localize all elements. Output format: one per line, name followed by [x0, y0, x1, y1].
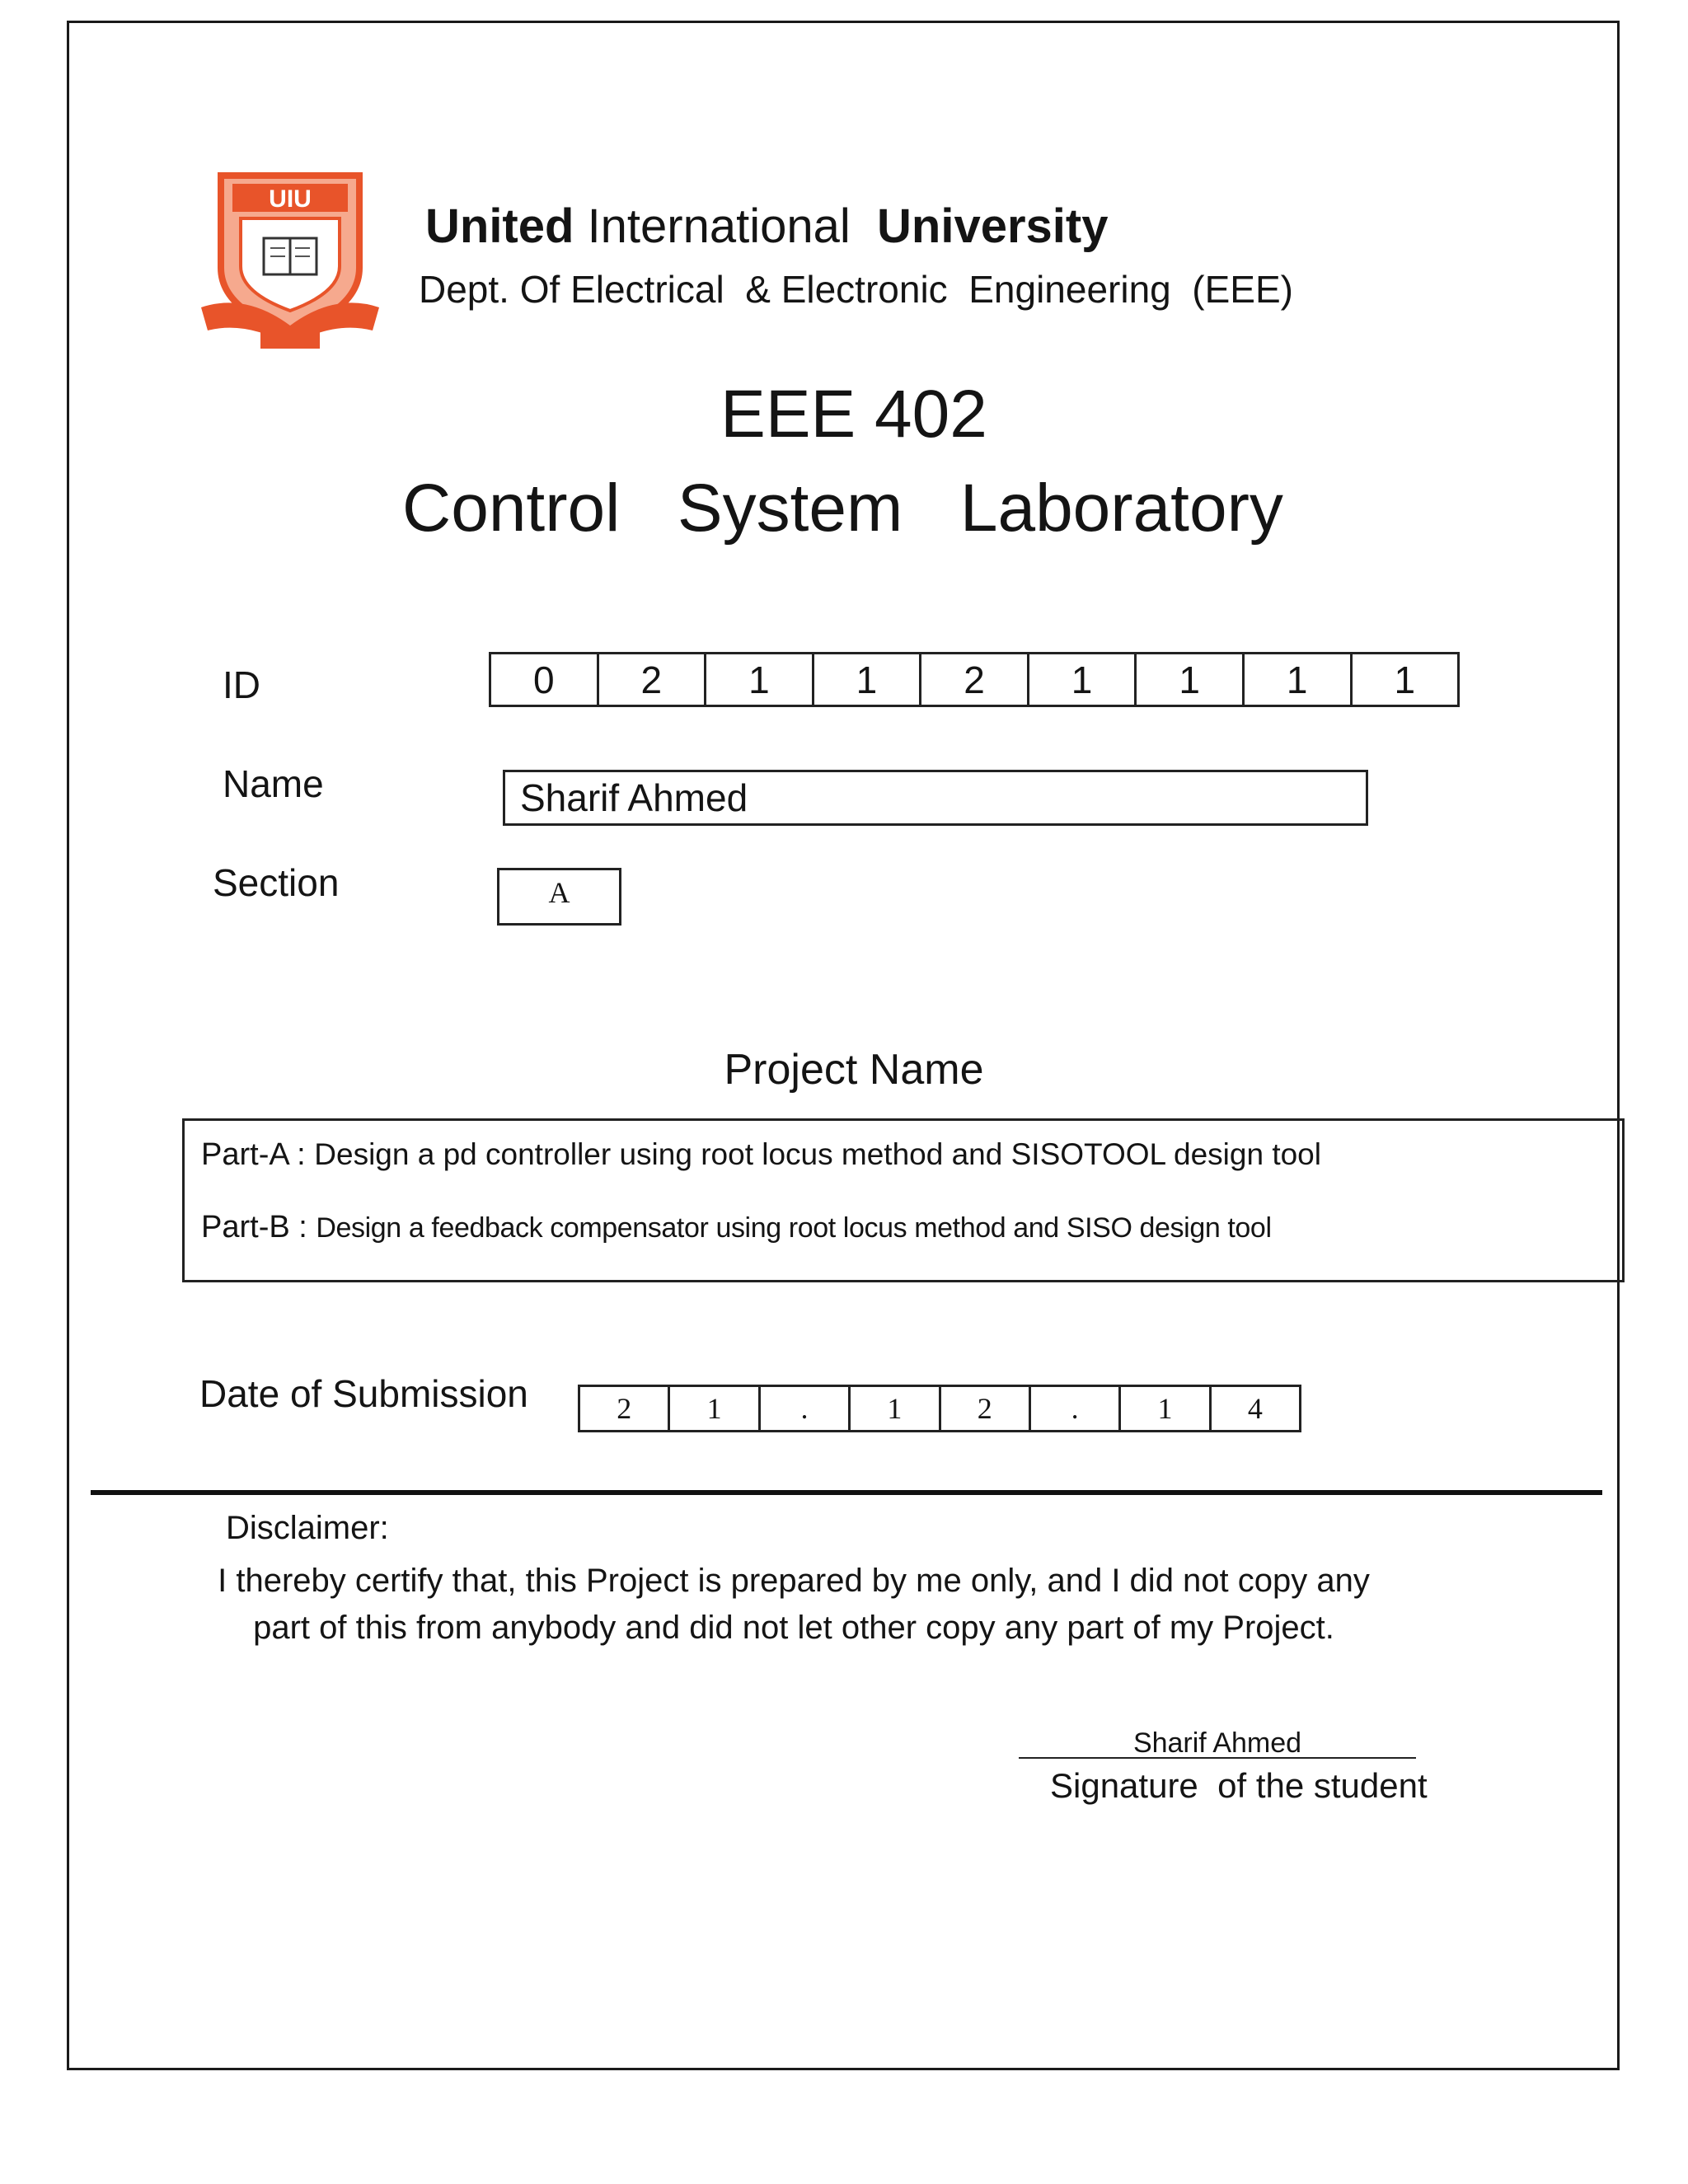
id-digit: 0: [532, 658, 555, 701]
course-code: EEE 402: [720, 377, 987, 452]
date-char: 1: [1118, 1387, 1208, 1430]
university-logo: [196, 169, 384, 352]
signature-name: Sharif Ahmed: [1132, 1727, 1302, 1759]
signature-caption: Signature of the student: [1050, 1766, 1428, 1805]
course-title: Control System Laboratory: [402, 471, 1283, 546]
section-label: Section: [213, 861, 340, 904]
id-digit: 2: [919, 654, 1027, 705]
id-digit: 1: [704, 654, 812, 705]
id-digit-boxes: [489, 652, 1460, 707]
project-box: [182, 1118, 1625, 1282]
svg-text:UIU: UIU: [269, 185, 312, 213]
disclaimer-title: Disclaimer:: [226, 1510, 389, 1546]
date-char: 2: [617, 1392, 632, 1425]
university-name: United International University: [425, 199, 1109, 253]
date-char: 2: [939, 1387, 1029, 1430]
id-digit: 1: [1242, 654, 1350, 705]
id-digit: 1: [1350, 654, 1458, 705]
part-b-description: Design a feedback compensator using root locus method and SISO design tool: [316, 1212, 1272, 1244]
id-label: ID: [223, 663, 260, 706]
date-char: 1: [848, 1387, 938, 1430]
department-name: Dept. Of Electrical & Electronic Engineering (EEE): [419, 268, 1293, 311]
part-a-description: Design a pd controller using root locus method and SISOTOOL design tool: [314, 1137, 1321, 1171]
date-char: 4: [1209, 1387, 1299, 1430]
project-heading: Project Name: [724, 1046, 984, 1094]
signature-line: [1019, 1757, 1416, 1759]
id-digit: 1: [812, 654, 920, 705]
id-digit: 1: [1134, 654, 1242, 705]
submission-date-boxes: [578, 1385, 1301, 1432]
name-label: Name: [223, 762, 324, 805]
id-digit: 1: [1027, 654, 1135, 705]
date-char: .: [1029, 1387, 1118, 1430]
section-field: A: [497, 868, 621, 926]
part-b-label: Part-B :: [201, 1210, 307, 1244]
name-field: Sharif Ahmed: [503, 770, 1368, 826]
date-char: .: [758, 1387, 848, 1430]
id-digit: 2: [597, 654, 705, 705]
date-char: 1: [668, 1387, 757, 1430]
submission-date-label: Date of Submission: [199, 1372, 528, 1415]
part-a-label: Part-A :: [201, 1137, 306, 1172]
project-part-a: [201, 1139, 1321, 1170]
section-divider: [91, 1490, 1602, 1495]
disclaimer-body: I thereby certify that, this Project is prepared by me only, and I did not copy any part of this from anybody and did not let other copy any part of my Project.: [218, 1563, 1370, 1646]
project-part-b: [201, 1212, 1272, 1243]
